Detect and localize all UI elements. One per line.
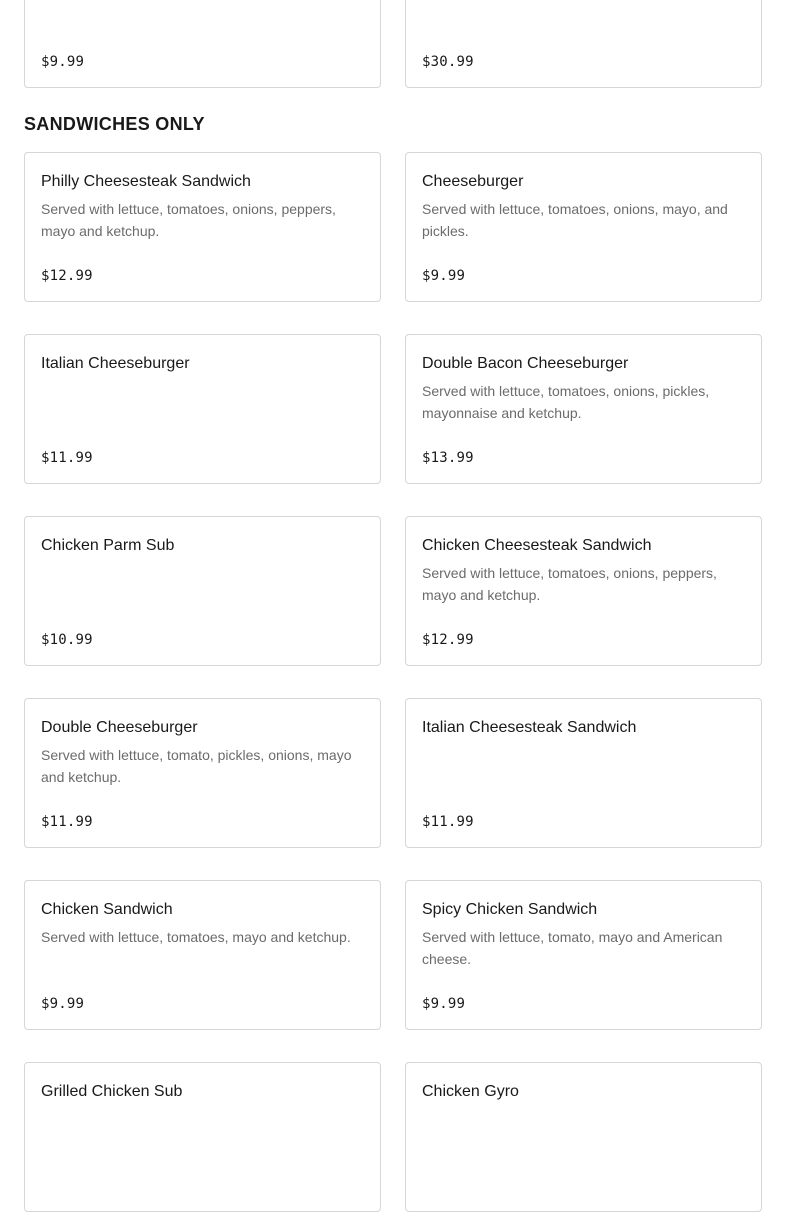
item-description: Served with lettuce, tomatoes, onions, pickles, mayonnaise and ketchup. bbox=[422, 383, 710, 421]
item-name: Double Cheeseburger bbox=[41, 719, 198, 736]
item-price: $13.99 bbox=[422, 450, 474, 466]
item-price: $9.99 bbox=[41, 996, 85, 1012]
item-price: $10.99 bbox=[41, 632, 93, 648]
item-name: Italian Cheeseburger bbox=[41, 355, 190, 372]
menu-item-card[interactable] bbox=[405, 880, 762, 1030]
menu-item-card[interactable] bbox=[405, 516, 762, 666]
item-name: Double Bacon Cheeseburger bbox=[422, 355, 629, 372]
menu-item-card[interactable] bbox=[24, 516, 381, 666]
item-description: Served with lettuce, tomatoes, onions, peppers, mayo and ketchup. bbox=[41, 201, 336, 239]
section-title: SANDWICHES ONLY bbox=[24, 114, 205, 134]
item-description: Served with lettuce, tomato, pickles, onions, mayo and ketchup. bbox=[41, 747, 352, 785]
menu-item-card[interactable] bbox=[405, 334, 762, 484]
menu-item-card[interactable] bbox=[405, 152, 762, 302]
menu-item-card[interactable] bbox=[24, 152, 381, 302]
menu-item-card[interactable] bbox=[24, 0, 381, 88]
menu-item-card[interactable] bbox=[24, 880, 381, 1030]
item-name: Spicy Chicken Sandwich bbox=[422, 901, 598, 918]
item-name: Philly Cheesesteak Sandwich bbox=[41, 173, 251, 190]
item-price: $12.99 bbox=[41, 268, 93, 284]
item-name: Italian Cheesesteak Sandwich bbox=[422, 719, 637, 736]
item-price: $11.99 bbox=[41, 814, 93, 830]
item-description: Served with lettuce, tomato, mayo and American cheese. bbox=[422, 929, 723, 967]
item-price: $9.99 bbox=[422, 268, 466, 284]
item-name: Grilled Chicken Sub bbox=[41, 1083, 183, 1100]
item-price: $9.99 bbox=[422, 996, 466, 1012]
item-description: Served with lettuce, tomatoes, onions, mayo, and pickles. bbox=[422, 201, 728, 239]
item-name: Chicken Parm Sub bbox=[41, 537, 175, 554]
item-description: Served with lettuce, tomatoes, onions, peppers, mayo and ketchup. bbox=[422, 565, 717, 603]
item-price: $11.99 bbox=[41, 450, 93, 466]
item-price: $11.99 bbox=[422, 814, 474, 830]
menu-item-card[interactable] bbox=[24, 698, 381, 848]
item-name: Chicken Gyro bbox=[422, 1083, 519, 1100]
menu-item-card[interactable] bbox=[24, 1062, 381, 1212]
item-name: Chicken Cheesesteak Sandwich bbox=[422, 537, 652, 554]
menu-item-card[interactable] bbox=[405, 1062, 762, 1212]
menu-item-card[interactable] bbox=[405, 0, 762, 88]
menu-item-card[interactable] bbox=[24, 334, 381, 484]
menu-item-card[interactable] bbox=[405, 698, 762, 848]
item-price: $9.99 bbox=[41, 54, 85, 70]
item-price: $12.99 bbox=[422, 632, 474, 648]
item-description: Served with lettuce, tomatoes, mayo and ketchup. bbox=[41, 929, 351, 945]
item-name: Cheeseburger bbox=[422, 173, 524, 190]
item-price: $30.99 bbox=[422, 54, 474, 70]
item-name: Chicken Sandwich bbox=[41, 901, 173, 918]
